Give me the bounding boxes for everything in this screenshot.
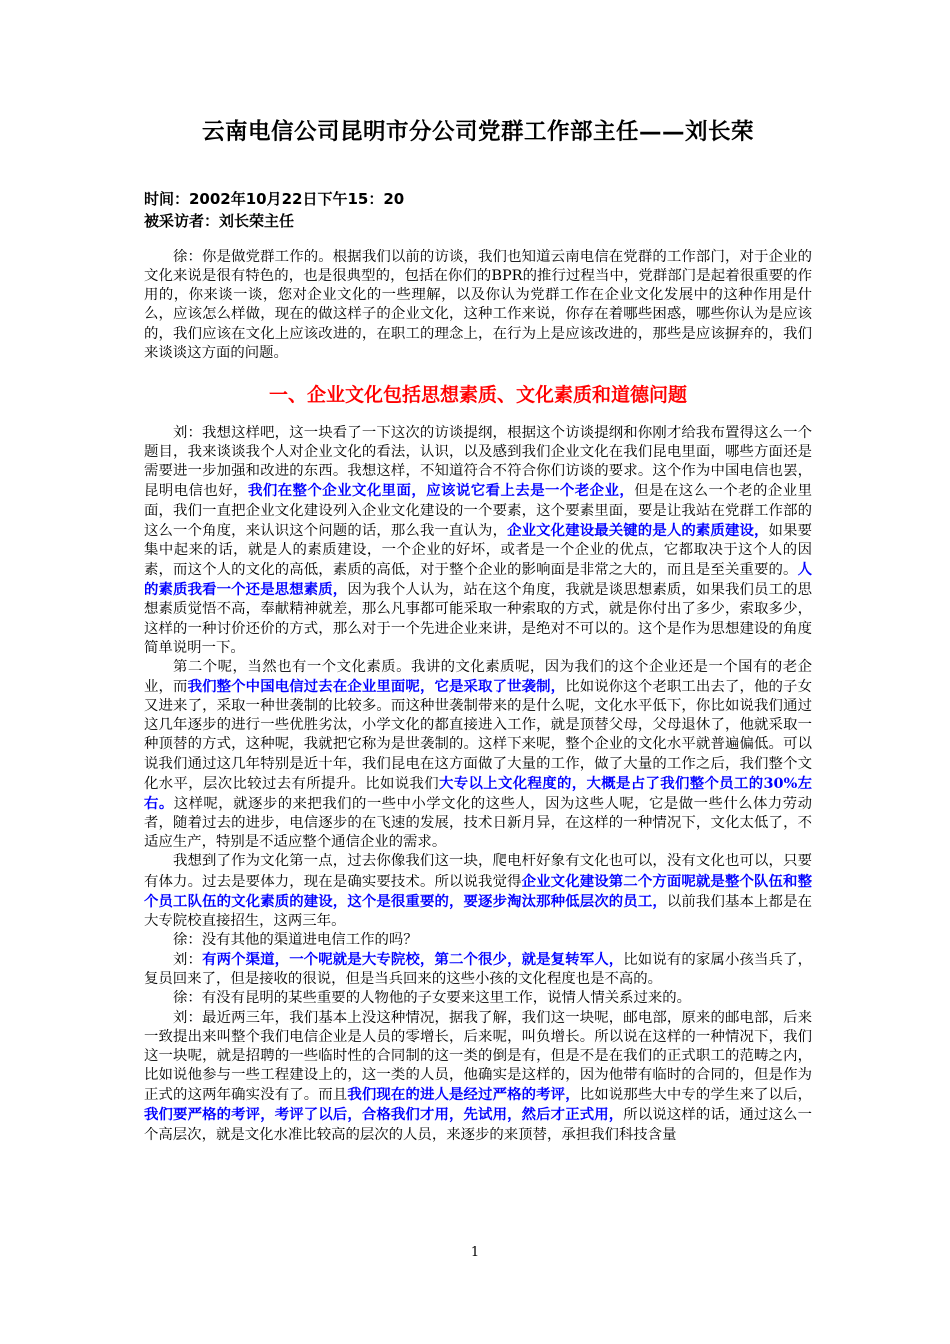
- paragraph-answer-1: [144, 424, 812, 658]
- paragraph-answer-4: [144, 950, 812, 989]
- page-number: 1: [470, 1245, 480, 1260]
- interview-time: 时间：2002年10月22日下午15：20: [144, 190, 405, 208]
- highlight-text: 企业文化建设最关键的是人的素质建设，: [507, 521, 769, 539]
- paragraph-answer-5: [144, 1009, 812, 1145]
- text-run: 但是在这么一个老的企业里面，我们一直把企业文化建设列入企业文化建设的一个要素，这个要素里面，要是让我站在党群工作部的这么一个角度，来认识这个问题的话，那么我一直认为，: [144, 483, 812, 539]
- text-run: 所以说这样的话，通过这么一个高层次，就是文化水准比较高的层次的人员，来逐步的来顶替，承担我们科技含量: [144, 1107, 812, 1143]
- section-heading-1: 一、企业文化包括思想素质、文化素质和道德问题: [268, 383, 687, 406]
- interviewee: 被采访者：刘长荣主任: [144, 212, 295, 230]
- highlight-text: 我们现在的进人是经过严格的考评，: [347, 1086, 580, 1104]
- highlight-text: 有两个渠道，一个呢就是大专院校，第二个很少，就是复转军人，: [202, 951, 624, 969]
- text-run: 比如说有的家属小孩当兵了，复员回来了，但是接收的很说，但是当兵回来的这些小孩的文化程度也是不高的。: [144, 952, 812, 988]
- text-run: 刘：最近两三年，我们基本上没这种情况，据我了解，我们这一块呢，邮电部，原来的邮电部，后来一致提出来叫整个我们电信企业是人员的零增长，后来呢，叫负增长。所以说在这样的一种情况下，我们这一块呢，就是招聘的一些临时性的合同制的这一类的倒是有，但是不是在我们的正式职工的范畴之内，比如说他参与一些工程建设上的，这一类的人员，他确实是这样的，因为他带有临时的合同的，但是作为正式的这两年确实没有了。而且: [144, 1009, 812, 1104]
- highlight-text: 人的素质我看一个还是思想素质，: [144, 561, 812, 599]
- paragraph-answer-3: [144, 852, 812, 931]
- highlight-text: 我们整个中国电信过去在企业里面呢，它是采取了世袭制，: [187, 677, 566, 695]
- highlight-text: 大专以上文化程度的，大概是占了我们整个员工的30%左右。: [144, 774, 812, 812]
- text-run: 第二个呢，当然也有一个文化素质。我讲的文化素质呢，因为我们的这个企业还是一个国有的老企业，而: [144, 658, 812, 695]
- paragraph-question-2: 徐：没有其他的渠道进电信工作的吗？: [173, 932, 418, 948]
- paragraph-answer-2: [144, 658, 812, 853]
- highlight-text: 企业文化建设第二个方面呢就是整个队伍和整个员工队伍的文化素质的建设，这个是很重要的，要逐步淘汰那种低层次的员工，: [144, 872, 812, 910]
- highlight-text: 我们要严格的考评，考评了以后，合格我们才用，先试用，然后才正式用，: [144, 1106, 624, 1124]
- paragraph-intro-question: 徐：你是做党群工作的。根据我们以前的访谈，我们也知道云南电信在党群的工作部门，对于企业的文化来说是很有特色的，也是很典型的，包括在你们的BPR的推行过程当中，党群部门是起着很重要的作用的，你来谈一谈，您对企业文化的一些理解，以及你认为党群工作在企业文化发展中的这种作用是什么，应该怎么样做，现在的做这样子的企业文化，这种工作来说，你存在着哪些困惑，哪些你认为是应该的，我们应该在文化上应该改进的，在职工的理念上，在行为上是应该改进的，那些是应该摒弃的，我们来谈谈这方面的问题。: [144, 249, 812, 361]
- text-run: 我想到了作为文化第一点，过去你像我们这一块，爬电杆好象有文化也可以，没有文化也可以，只要有体力。过去是要体力，现在是确实要技术。所以说我觉得: [144, 853, 812, 890]
- paragraph-question-3: 徐：有没有昆明的某些重要的人物他的子女要来这里工作，说情人情关系过来的。: [173, 990, 692, 1007]
- document-page: [144, 114, 812, 1145]
- text-run: 这样呢，就逐步的来把我们的一些中小学文化的这些人，因为这些人呢，它是做一些什么体力劳动者，随着过去的进步，电信逐步的在飞速的发展，技术日新月异，在这样的一种情况下，文化太低了，不适应生产，特别是不适应整个通信企业的需求。: [144, 795, 812, 851]
- interview-meta: [144, 188, 812, 232]
- text-run: 比如说那些大中专的学生来了以后，: [579, 1087, 812, 1104]
- document-title: 云南电信公司昆明市分公司党群工作部主任——刘长荣: [201, 119, 754, 145]
- highlight-text: 我们在整个企业文化里面，应该说它看上去是一个老企业，: [247, 482, 635, 500]
- text-run: 因为我个人认为，站在这个角度，我就是谈思想素质，如果我们员工的思想素质觉悟不高，奉献精神就差，那么凡事都可能采取一种索取的方式，就是你付出了多少，索取多少，这样的一种讨价还价的方式，那么对于一个先进企业来讲，是绝对不可以的。这个是作为思想建设的角度简单说明一下。: [144, 582, 812, 656]
- text-run: 刘：我想这样吧，这一块看了一下这次的访谈提纲，根据这个访谈提纲和你刚才给我布置得这么一个题目，我来谈谈我个人对企业文化的看法，认识，以及感到我们企业文化在我们昆电里面，哪些方面还是需要进一步加强和改进的东西。我想这样，不知道符合不符合你们访谈的要求。这个作为中国电信也罢，昆明电信也好，: [144, 424, 812, 500]
- text-run: 以前我们基本上都是在大专院校直接招生，这两三年。: [144, 893, 812, 929]
- text-run: 刘：: [173, 952, 203, 969]
- text-run: 如果要集中起来的话，就是人的素质建设，一个企业的好坏，或者是一个企业的优点，它都取决于这个人的因素，而这个人的文化的高低，素质的高低，对于整个企业的影响面是非常之大的，而且是至关重要的。: [144, 522, 812, 579]
- text-run: 比如说你这个老职工出去了，他的子女又进来了，采取一种世袭制的比较多。而这种世袭制带来的是什么呢，文化水平低下，你比如说我们通过这几年逐步的进行一些优胜劣汰，小学文化的都直接进入工作，就是顶替父母，父母退休了，他就采取一种顶替的方式，这种呢，我就把它称为是世袭制的。这样下来呢，整个企业的文化水平就普遍偏低。可以说我们通过这几年特别是近十年，我们昆电在这方面做了大量的工作，做了大量的工作之后，我们整个文化水平，层次比较过去有所提升。比如说我们: [144, 678, 812, 792]
